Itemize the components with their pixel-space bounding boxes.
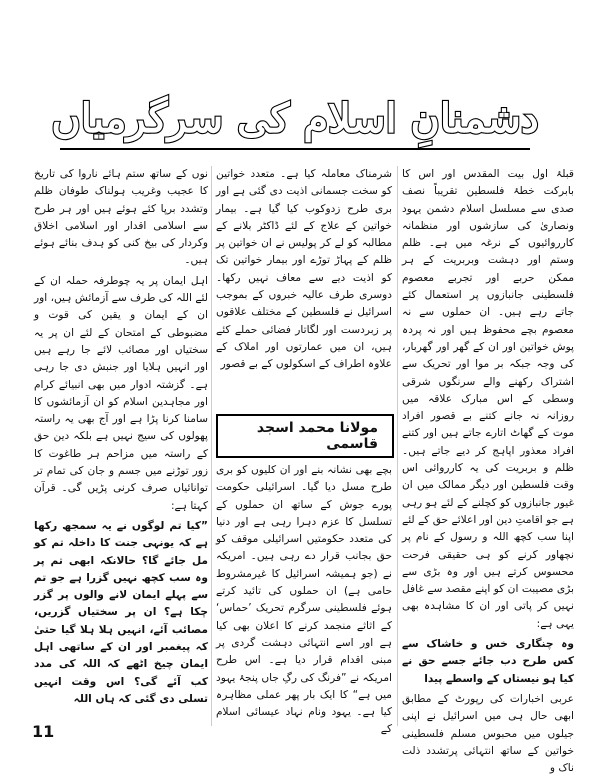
author-byline-box bbox=[216, 414, 394, 458]
column-divider bbox=[211, 166, 212, 726]
author-name: مولانا محمد اسجد قاسمی bbox=[217, 415, 393, 457]
article-column-left bbox=[34, 166, 208, 711]
paragraph: بچے بھی نشانہ بنے اور ان کلیوں کو بری طرح مسل دیا گیا۔ اسرائیلی حکومت پورے جوش کے ساتھ ان حملوں کے تسلسل کا عزم دہرا رہی ہے اور دنیا کی متعدد حکومتیں اسرائیلی موقف کو حق بجانب قرار دے رہی ہیں۔ امریکہ نے (جو ہمیشہ اسرائیل کا غیرمشروط حامی ہے) ان حملوں کی تائید کرتے ہوئے فلسطینی سرگرم تحریک ’حماس‘ کے اثاثے منجمد کرنے کا اعلان بھی کیا ہے اور اسے انتہائی دہشت گردی پر مبنی اقدام قرار دیا ہے۔ اس طرح امریکہ نے ”فرنگ کی رگِ جاں پنجۂ یہود میں ہے“ کا ایک بار پھر عملی مظاہرہ کیا ہے۔ یہود ونام نہاد عیسائی اسلام کے bbox=[216, 464, 392, 736]
page-number: 11 bbox=[32, 722, 55, 741]
poetry-verse: وہ چنگاری خس و خاشاک سے کس طرح دب جائے جسے حق نے کیا ہو نیستاں کے واسطے پیدا bbox=[402, 638, 574, 685]
paragraph: عربی اخبارات کی رپورٹ کے مطابق ابھی حال ہی میں اسرائیل نے اپنی جیلوں میں محبوس مسلم فلسطینی خواتین کے ساتھ انتہائی پرتشدد ذلت ناک و bbox=[402, 692, 574, 775]
headline-title: دشمنانِ اسلام کی سرگرمیاں bbox=[51, 94, 539, 142]
paragraph: شرمناک معاملہ کیا ہے۔ متعدد خواتین کو سخت جسمانی اذیت دی گئی ہے اور بری طرح زدوکوب کیا گیا ہے۔ بیمار خواتین کے علاج کے لئے ڈاکٹر بلانے کے مطالبہ کو لے کر پولیس نے ان خواتین پر ظلم کے پہاڑ توڑے اور بیمار خواتین تک کو اذیت دیے سے معاف نہیں رکھا۔ دوسری طرف عالیہ خبروں کے بموجب اسرائیل نے فلسطین کے مختلف علاقوں پر زبردست اور لگاتار فضائی حملے کئے ہیں، ان میں عمارتوں اور املاک کے علاوہ اطراف کے اسکولوں کے بے قصور bbox=[216, 168, 392, 371]
quran-quote: ”کیا تم لوگوں نے یہ سمجھ رکھا ہے کہ یونہی جنت کا داخلہ تم کو مل جائے گا؟ حالانکہ ابھی تم پر وہ سب کچھ نہیں گزرا ہے جو تم سے پہلے ایمان لانے والوں پر گزر چکا ہے؟ ان پر سختیاں گزریں، مصائب آئے، انہیں ہلا ہلا گیا حتیٰ کہ پیغمبر اور ان کے ساتھی اہل ایمان چیخ اٹھے کہ اللہ کی مدد کب آئے گی؟ اس وقت انہیں تسلی دی گئی کہ ہاں اللہ bbox=[34, 519, 208, 705]
article-column-middle-lower bbox=[216, 462, 392, 742]
paragraph: اہل ایمان پر یہ چوطرفہ حملہ ان کے لئے اللہ کی طرف سے آزمائش ہیں، اور ان کے ایمان و یقین کی قوت و مضبوطی کے امتحان کے لئے ان پر یہ سختیاں اور مصائب لائے جا رہے ہیں اور انہیں ہلایا اور جنبش دی جا رہی ہے۔ گزشتہ ادوار میں بھی انبیائے کرام اور مجاہدین اسلام کو ان آزمائشوں کا سامنا کرنا پڑا ہے اور آج بھی یہ راستہ پھولوں کی سیج نہیں ہے بلکہ دین حق کے راستہ میں مزاحم ہر طاغوت کا زور توڑنے میں جسم و جان کی تمام تر توانائیاں صرف کرنی پڑیں گی۔ قرآن کہتا ہے: bbox=[34, 274, 208, 512]
article-column-middle-upper bbox=[216, 166, 392, 377]
article-column-right bbox=[402, 166, 574, 780]
headline-rule bbox=[60, 148, 530, 150]
paragraph: قبلۂ اول بیت المقدس اور اس کا بابرکت خطۂ فلسطین تقریباً نصف صدی سے مسلسل اسلام دشمن یہود ونصاریٰ کی سازشوں اور منظمانہ کارروائیوں کے نرغہ میں ہے۔ ظلم وستم اور دہشت وبربریت کے ہر ممکن حربے اور تجربے معصوم فلسطینی جانبازوں پر استعمال کئے جاتے رہے ہیں۔ ان حملوں سے نہ معصوم بچے محفوظ ہیں اور نہ پردہ پوش خواتین اور ان کے گھر اور گھربار، کی وجہ جبکہ بر موا اور تحریک سے اشتراک رکھنے والے سرنگوں شرقی وسطی کے اس مبارک علاقہ میں روزانہ نہ جانے کتنے بے قصور افراد موت کے گھاٹ اتارے جاتے ہیں اور کتنے افراد معذور اپاہج کر دیے جاتے ہیں۔ ظلم و بربریت کی یہ کارروائی اس وقت فلسطین اور دیگر ممالک میں ان غیور جانبازوں کو کچلنے کے لئے ہو رہی ہے جو اقامتِ دین اور اعلائے حق کے لئے اپنا سب کچھ اللہ و رسول کے نام پر نچھاور کرنے کو ہی حقیقی فرحت محسوس کرتے ہیں اور وہ بڑی سے بڑی مصیبت ان کو اپنے مقصد سے غافل نہیں کر پاتی اور ان کا مشاہدہ بھی یہی ہے: bbox=[402, 168, 574, 630]
column-divider bbox=[397, 166, 398, 726]
paragraph: نوں کے ساتھ ستم ہائے ناروا کی تاریخ کا عجیب وغریب ہولناک طوفان ظلم وتشدد برپا کئے ہوئے ہیں اور ہر طرح سے اسلامی اقدار اور اسلامی اخلاق وکردار کی بیخ کنی کو ہدف بنائے ہوئے ہیں۔ bbox=[34, 168, 208, 267]
headline-banner bbox=[51, 92, 539, 144]
